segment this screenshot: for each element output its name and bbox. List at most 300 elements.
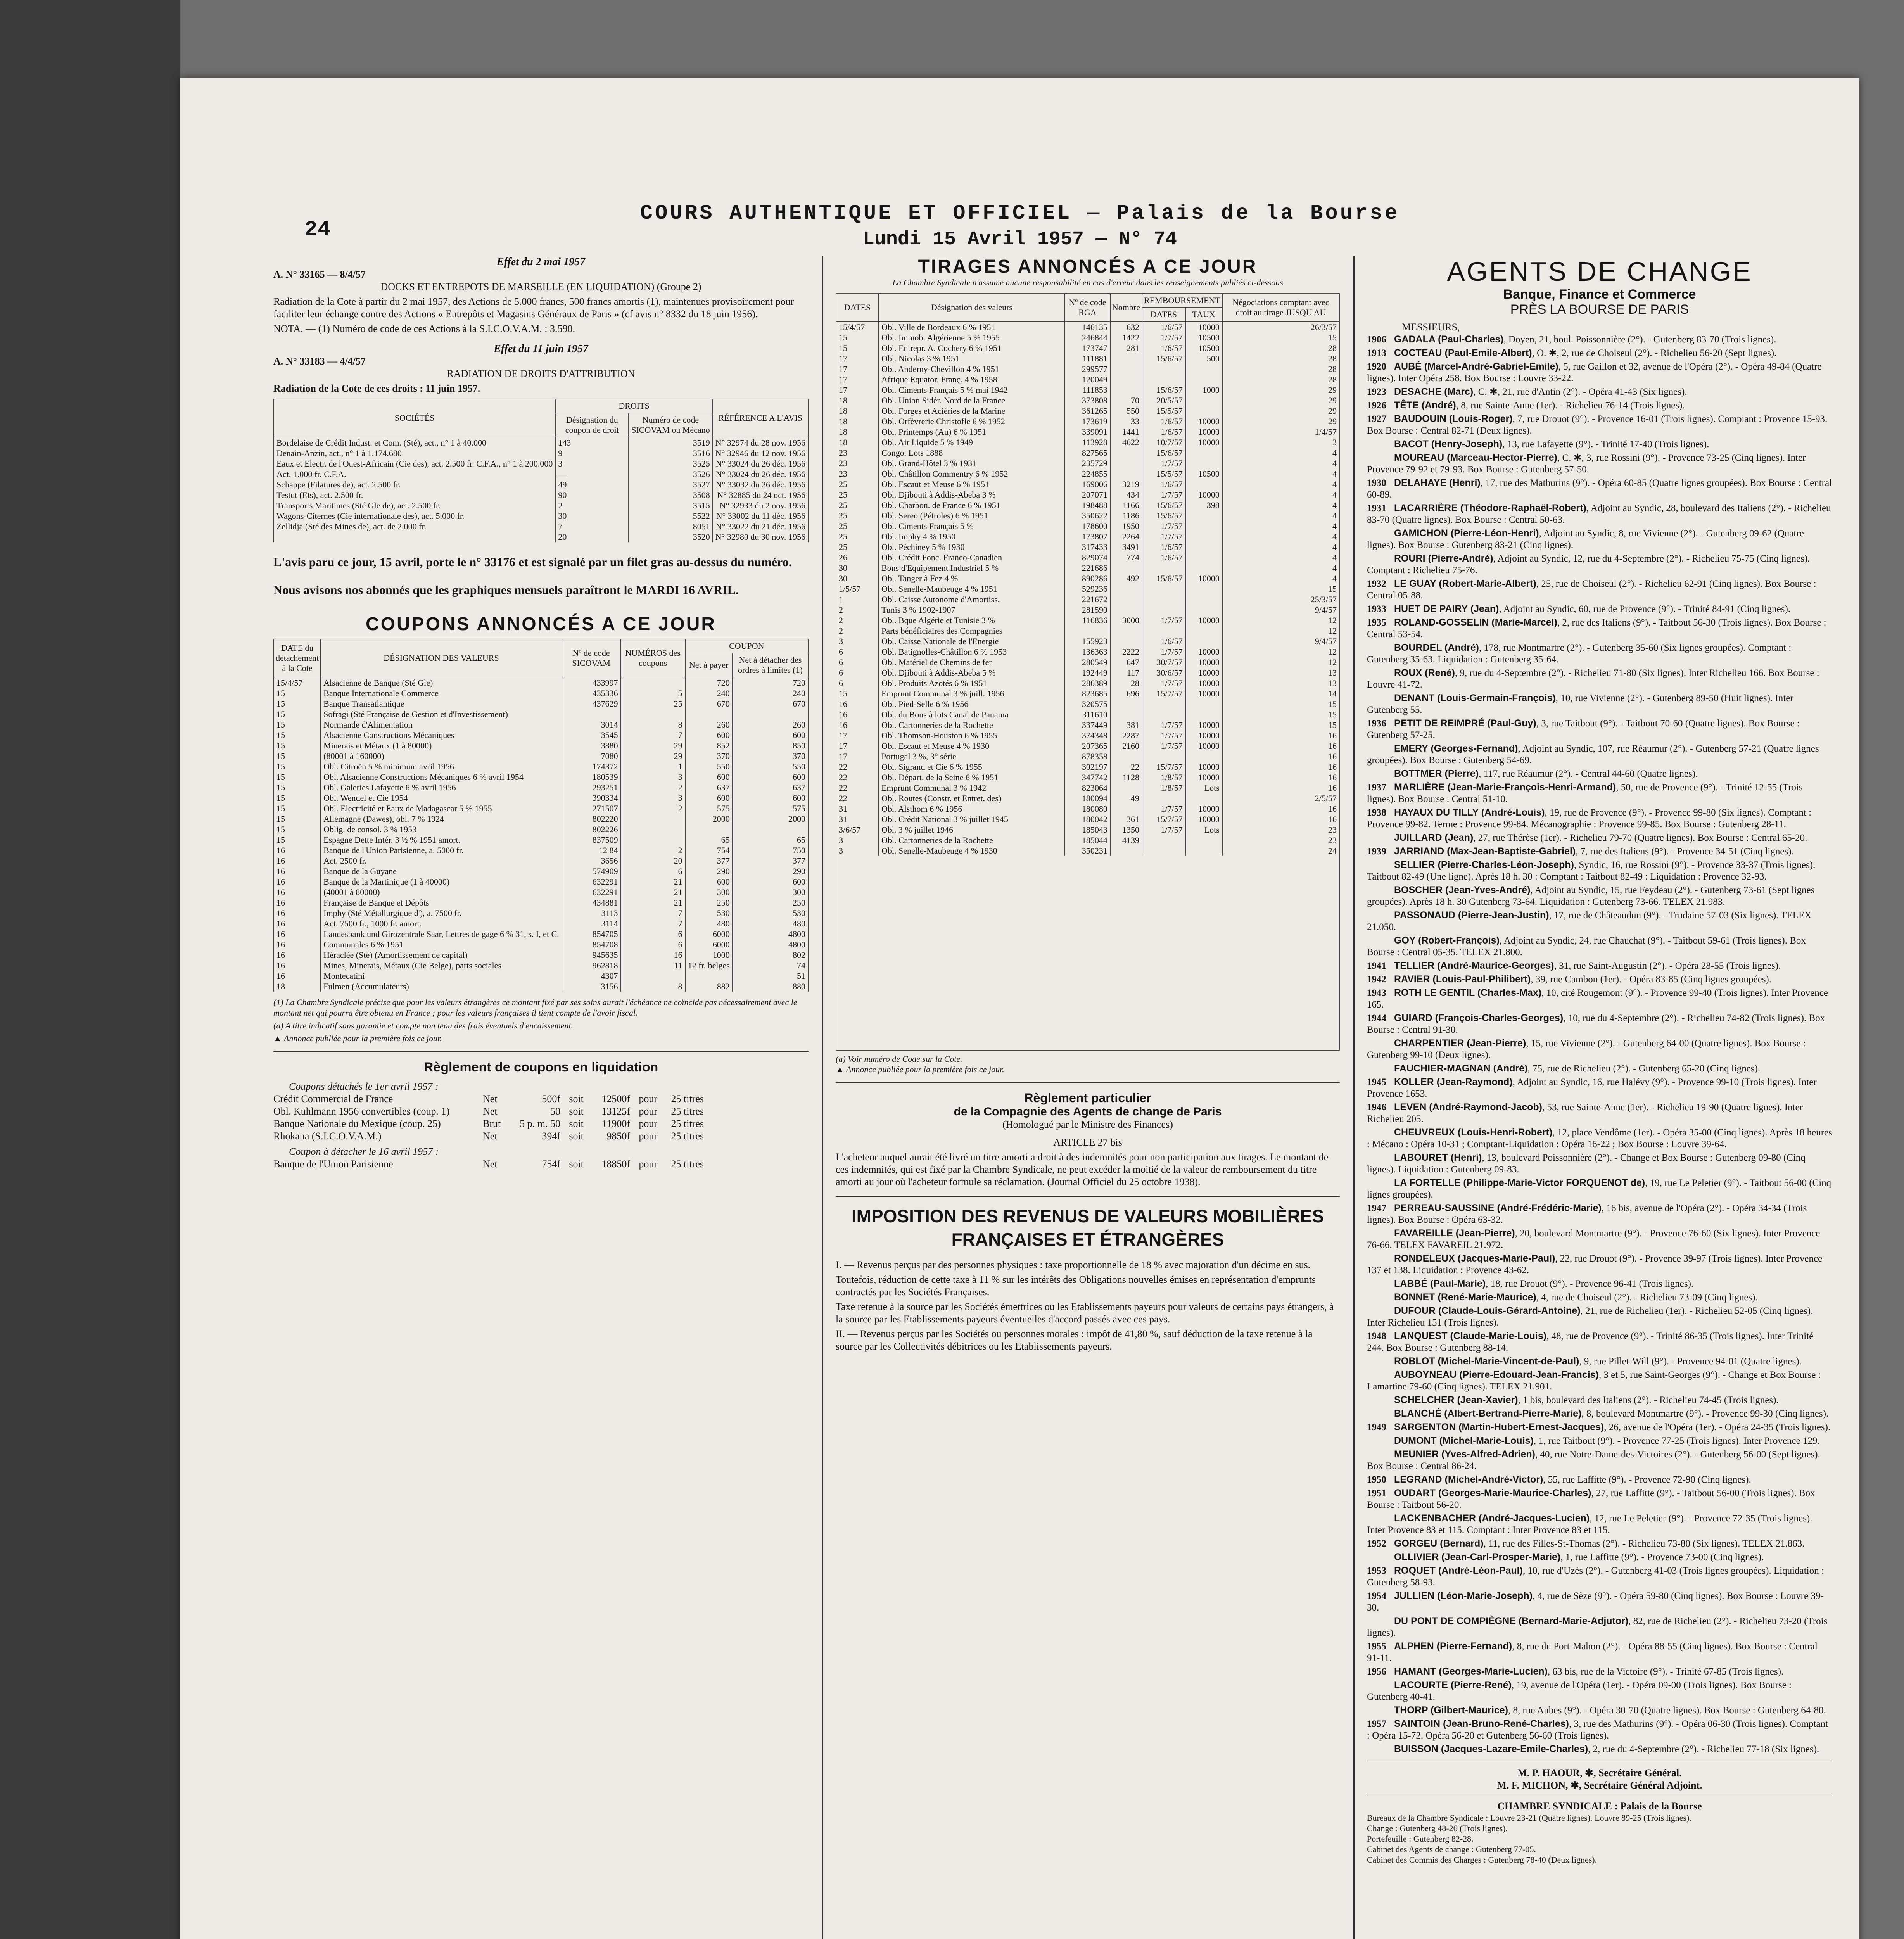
agent-name: LABBÉ (Paul-Marie) [1394,1278,1486,1289]
agent-details: 12, rue Le Peletier (9°). - Provence 72-35 (Trois lignes). Inter Provence 83 et 115. Comptant : Inter Provence 83 et 115. [1367,1513,1812,1535]
droits-row-cell: 143 [555,437,629,448]
agent-entry: 1933 HUET DE PAIRY (Jean), Adjoint au Syndic, 60, rue de Provence (9°). - Trinité 84-91 (Cinq lignes). [1367,603,1791,614]
coupon-row-cell: 11 [621,960,685,971]
agent-details: 2, rue des Italiens (9°). - Taitbout 56-30 (Trois lignes). Box Bourse : Central 53-54. [1367,617,1826,639]
coupon-row-cell: Française de Banque et Dépôts [321,897,562,908]
tirage-row-cell [1110,605,1142,615]
coupon-row [274,719,808,730]
coupon-row [274,939,808,950]
tirage-row-cell: 1/7/57 [1142,824,1185,835]
tirage-row-cell: 3 [1222,437,1339,448]
agent-name: LACARRIÈRE (Théodore-Raphaël-Robert) [1394,503,1586,513]
tirage-row-cell: 280549 [1065,657,1110,667]
coupon-row-cell: (40001 à 80000) [321,887,562,897]
tirage-row-cell: Obl. Cartonneries de la Rochette [879,720,1065,730]
agent-year: 1956 [1367,1666,1386,1677]
coupon-row [274,740,808,751]
coupons-note-2: (a) A titre indicatif sans garantie et compte non tenu des frais éventuels d'encaissement. [273,1021,573,1030]
tirage-row-cell [1142,584,1185,594]
tirage-row-cell: 2 [836,615,879,626]
effet2-ref: A. N° 33183 — 4/4/57 [273,356,366,367]
tirage-row-cell: Obl. Batignolles-Châtillon 6 % 1953 [879,646,1065,657]
agent-name: JUILLARD (Jean) [1394,832,1474,843]
tirage-row-cell: 1/7/57 [1142,332,1185,343]
tirage-row-cell: 361 [1110,814,1142,824]
coupon-row-cell: Banque de la Guyane [321,866,562,876]
tirage-row-cell: 16 [1222,804,1339,814]
tirage-row-cell: 13 [1222,667,1339,678]
agent-details: 22, rue Drouot (9°). - Provence 39-97 (Trois lignes). Inter Provence 137 et 138. Liquidation : Provence 43-62. [1367,1253,1823,1275]
tirage-row-cell: 10000 [1185,646,1222,657]
agent-name: PERREAU-SAUSSINE (André-Frédéric-Marie) [1394,1203,1602,1213]
agent-details: 1, rue Laffitte (9°). - Provence 73-00 (Cinq lignes). [1565,1552,1764,1562]
coupon-row-cell: Obl. Wendel et Cie 1954 [321,793,562,803]
tirage-row-cell: 1/7/57 [1142,489,1185,500]
agent-name: AUBÉ (Marcel-André-Gabriel-Emile) [1394,361,1558,372]
tirage-row-cell [1142,364,1185,374]
tirage-row-cell: 1/7/57 [1142,521,1185,531]
coupons-header-group: COUPON [685,639,808,653]
tirage-row [836,321,1339,332]
coupon-row-cell: Oblig. de consol. 3 % 1953 [321,824,562,835]
agent-name: PETIT DE REIMPRÉ (Paul-Guy) [1394,718,1536,729]
coupon-row-cell: 16 [274,918,321,929]
reglement-cell: Rhokana (S.I.C.O.V.A.M.) [273,1130,382,1142]
agent-details: 17, rue des Mathurins (9°). - Opéra 60-85 (Quatre lignes groupées). Box Bourse : Central 60-89. [1367,478,1832,500]
tirage-row-cell: 302197 [1065,762,1110,772]
column-middle [836,256,1340,1355]
tirage-row-cell: 647 [1110,657,1142,667]
coupon-row-cell: 4307 [562,971,621,981]
coupon-row [274,866,808,876]
coupon-row-cell: Sofragi (Sté Française de Gestion et d'Investissement) [321,709,562,719]
tirages-header-taux: TAUX [1185,308,1222,321]
tirage-row-cell: 1/6/57 [1142,479,1185,489]
column-right [1367,256,1832,1865]
coupon-row [274,876,808,887]
reglement-cell: 9850f [606,1130,630,1142]
tirage-row-cell [1110,458,1142,468]
agents-title: AGENTS DE CHANGE [1447,256,1752,287]
tirage-row-cell: 4 [1222,573,1339,584]
agent-year: 1946 [1367,1102,1386,1113]
page-date: Lundi 15 Avril 1957 — N° 74 [862,228,1177,251]
tirage-row [836,793,1339,804]
tirage-row-cell: 337449 [1065,720,1110,730]
tirage-row-cell: 198488 [1065,500,1110,510]
coupon-row-cell: 174372 [562,761,621,772]
tirage-row [836,531,1339,542]
coupon-row-cell: 6000 [685,939,733,950]
coupon-row-cell: 600 [733,772,808,782]
agent-details: 40, rue Notre-Dame-des-Victoires (2°). - Gutenberg 56-00 (Sept lignes). Box Bourse : Central 86-24. [1367,1449,1820,1471]
tirages-note-1: (a) Voir numéro de Code sur la Cote. [836,1054,962,1064]
droits-row [274,437,808,448]
agent-entry: 1942 RAVIER (Louis-Paul-Philibert), 39, rue Cambon (1er). - Opéra 83-85 (Cinq lignes groupées). [1367,974,1771,985]
reglement-cell: Crédit Commercial de France [273,1093,393,1104]
tirage-row-cell: 221686 [1065,563,1110,573]
droits-row-cell: Bordelaise de Crédit Indust. et Com. (Sté), act., n° 1 à 40.000 [274,437,555,448]
agent-name: FAUCHIER-MAGNAN (André) [1394,1063,1528,1074]
tirage-row-cell: Obl. Pied-Selle 6 % 1956 [879,699,1065,709]
tirage-row-cell: 28 [1222,374,1339,385]
imposition-title: IMPOSITION DES REVENUS DE VALEURS MOBILIÈRES FRANÇAISES ET ÉTRANGÈRES [851,1206,1324,1249]
agent-name: DENANT (Louis-Germain-François) [1394,693,1556,703]
chambre-line: Cabinet des Commis des Charges : Gutenberg 78-40 (Deux lignes). [1367,1855,1597,1865]
coupon-row-cell: 6 [621,866,685,876]
coupon-row-cell: 574909 [562,866,621,876]
tirage-row-cell: 12 [1222,646,1339,657]
reglement-cell: 18850f [601,1158,630,1170]
tirage-row-cell: 2264 [1110,531,1142,542]
tirage-row-cell: 10000 [1185,762,1222,772]
coupon-row [274,929,808,939]
reglement-sub-2: Coupon à détacher le 16 avril 1957 : [289,1146,439,1157]
tirage-row-cell: 4 [1222,479,1339,489]
tirage-row-cell: 4 [1222,468,1339,479]
reglement-line [273,1158,809,1170]
agent-name: GUIARD (François-Charles-Georges) [1394,1013,1564,1023]
tirage-row-cell: Tunis 3 % 1902-1907 [879,605,1065,615]
tirage-row [836,584,1339,594]
tirage-row-cell: 23 [1222,824,1339,835]
coupon-row-cell: 290 [733,866,808,876]
coupon-row-cell: 750 [733,845,808,855]
coupon-row-cell: 802220 [562,814,621,824]
tirage-row-cell: 22 [836,772,879,783]
reglement-cell: pour [639,1106,657,1117]
tirage-row-cell [1185,406,1222,416]
tirage-row-cell: 17 [836,364,879,374]
tirage-row-cell: 1/8/57 [1142,783,1185,793]
tirage-row-cell: Obl. Senelle-Maubeuge 4 % 1930 [879,845,1065,856]
tirage-row-cell [1185,510,1222,521]
tirage-row [836,605,1339,615]
tirage-row [836,657,1339,667]
agent-name: SARGENTON (Martin-Hubert-Ernest-Jacques) [1394,1422,1604,1433]
coupon-row [274,971,808,981]
tirage-row [836,458,1339,468]
coupon-row-cell: 15 [274,698,321,709]
coupon-row-cell: 7 [621,730,685,740]
tirage-row-cell: 10000 [1185,741,1222,751]
agent-year: 1942 [1367,974,1386,985]
droits-row-cell: 5522 [629,511,713,521]
tirage-row-cell: 4 [1222,521,1339,531]
tirage-row-cell: 17 [836,353,879,364]
droits-row [274,521,808,532]
tirage-row [836,835,1339,845]
agent-entry: 1948 LANQUEST (Claude-Marie-Louis), 48, rue de Provence (9°). - Trinité 86-35 (Trois lignes). Inter Trinité 244. Box Bourse : Gutenberg 88-14. [1367,1331,1814,1353]
agent-name: BAUDOUIN (Louis-Roger) [1394,413,1513,424]
agent-name: HAYAUX DU TILLY (André-Louis) [1394,807,1545,818]
tirage-row-cell: 1/7/57 [1142,678,1185,688]
coupon-row-cell: 16 [274,929,321,939]
tirage-row-cell: 2222 [1110,646,1142,657]
droits-body [274,437,808,542]
tirage-row-cell: 4 [1222,531,1339,542]
effet2-text: Radiation de la Cote de ces droits : 11 juin 1957. [273,383,480,394]
tirage-row-cell: 111881 [1065,353,1110,364]
coupons-body [274,677,808,992]
coupon-row [274,918,808,929]
agent-entry: 1953 ROQUET (André-Léon-Paul), 10, rue d'Uzès (2°). - Gutenberg 41-03 (Trois lignes groupées). Liquidation : Gutenberg 58-93. [1367,1565,1824,1588]
agent-entry: 1946 LEVEN (André-Raymond-Jacob), 53, rue Sainte-Anne (1er). - Richelieu 19-90 (Quatre lignes). Inter Richelieu 205. [1367,1102,1803,1124]
tirage-row-cell: 10000 [1185,814,1222,824]
tirage-row-cell: 696 [1110,688,1142,699]
tirage-row-cell: 10000 [1185,321,1222,332]
agent-details: 19, rue de Provence (9°). - Provence 99-80 (Six lignes). Comptant : Provence 99-82. Terme : Provence 99-84. Mécanographie : Provence 99-85. Box Bourse : Gutenberg 28-11. [1367,807,1812,830]
agent-entry: GOY (Robert-François), Adjoint au Syndic, 24, rue Chauchat (9°). - Taitbout 59-61 (Trois lignes). Box Bourse : Central 05-35. TELEX 21.800. [1367,935,1806,957]
coupon-row-cell [621,814,685,824]
reglement-cell: Net [483,1130,498,1142]
coupon-row-cell: 802226 [562,824,621,835]
agent-name: BLANCHÉ (Albert-Bertrand-Pierre-Marie) [1394,1408,1582,1419]
tirage-row [836,416,1339,427]
effet1-text: Radiation de la Cote à partir du 2 mai 1957, des Actions de 5.000 francs, 500 francs amortis (1), maintenues provisoirement pour faciliter leur échange contre des Actions « Entrepôts et Magasins Généraux de Paris » (cf avis n° 8332 du 18 juin 1956). [273,296,794,320]
tirage-row-cell: 22 [836,762,879,772]
tirage-row-cell: 381 [1110,720,1142,730]
imposition-4: II. — Revenus perçus par les Sociétés ou personnes morales : impôt de 41,80 %, sauf déduction de la taxe retenue à la source par les Collectivités débitrices ou les Etablissements payeurs. [836,1328,1313,1352]
tirage-row-cell: 6 [836,657,879,667]
coupon-row [274,803,808,814]
tirage-row [836,845,1339,856]
agent-name: LE GUAY (Robert-Marie-Albert) [1394,578,1536,589]
tirage-row-cell: 1 [836,594,879,605]
tirage-row-cell: 173747 [1065,343,1110,353]
tirage-row [836,374,1339,385]
tirage-row-cell: 10000 [1185,615,1222,626]
tirage-row-cell: 1/4/57 [1222,427,1339,437]
agent-name: SAINTOIN (Jean-Bruno-René-Charles) [1394,1718,1569,1729]
reglement-rows-1 [273,1093,809,1142]
agent-name: CHEUVREUX (Louis-Henri-Robert) [1394,1127,1553,1138]
tirage-row [836,720,1339,730]
coupon-row-cell: Landesbank und Girozentrale Saar, Lettres de gage 6 % 31, s. I, et C. [321,929,562,939]
tirage-row-cell: 10500 [1185,468,1222,479]
tirage-row-cell: 1166 [1110,500,1142,510]
coupon-row-cell: Mines, Minerais, Métaux (Cie Belge), parts sociales [321,960,562,971]
coupon-row-cell: 530 [685,908,733,918]
tirage-row-cell: 2/5/57 [1222,793,1339,804]
tirage-row-cell: 281590 [1065,605,1110,615]
agent-name: RAVIER (Louis-Paul-Philibert) [1394,974,1531,985]
coupon-row [274,688,808,698]
tirage-row-cell: 28 [1222,364,1339,374]
tirage-row-cell: Obl. Caisse Nationale de l'Energie [879,636,1065,646]
coupon-row-cell: Banque Transatlantique [321,698,562,709]
column-left [273,256,809,1170]
tirage-row-cell [1185,699,1222,709]
tirage-row-cell: Obl. Routes (Constr. et Entret. des) [879,793,1065,804]
agent-details: 19, avenue de l'Opéra (1er). - Opéra 09-00 (Trois lignes). Box Bourse : Gutenberg 40-41. [1367,1680,1792,1702]
agent-entry: 1943 ROTH LE GENTIL (Charles-Max), 10, cité Rougemont (9°). - Provence 99-40 (Trois lignes). Inter Provence 165. [1367,987,1828,1010]
coupon-row-cell: 51 [733,971,808,981]
tirage-row-cell: Parts bénéficiaires des Compagnies [879,626,1065,636]
droits-row-cell: 7 [555,521,629,532]
tirage-row-cell: 15/6/57 [1142,500,1185,510]
coupon-row-cell: Act. 7500 fr., 1000 fr. amort. [321,918,562,929]
coupon-row-cell [733,824,808,835]
agent-details: 8, rue du Port-Mahon (2°). - Opéra 88-55 (Cinq lignes). Box Bourse : Central 91-11. [1367,1641,1818,1663]
tirage-row-cell: 15 [836,343,879,353]
agent-details: 82, rue de Richelieu (2°). - Richelieu 73-20 (Trois lignes). [1367,1616,1828,1638]
tirages-header-negociations: Négociations comptant avec droit au tirage JUSQU'AU [1222,294,1339,321]
tirage-row-cell: 207071 [1065,489,1110,500]
tirage-row-cell [1185,835,1222,845]
agent-details: 3 et 5, rue Saint-Georges (9°). - Change et Box Bourse : Lamartine 79-60 (Cinq lignes). TELEX 21.901. [1367,1370,1821,1392]
agent-details: Adjoint au Syndic, 107, rue Réaumur (2°). - Gutenberg 57-21 (Quatre lignes groupées). Box Bourse : Gutenberg 54-69. [1367,743,1819,766]
agents-sub-1: Banque, Finance et Commerce [1503,287,1696,302]
coupon-row-cell: 15 [274,793,321,803]
coupon-row-cell: 2000 [733,814,808,824]
tirage-row-cell: 70 [1110,395,1142,406]
tirage-row-cell: 136363 [1065,646,1110,657]
tirage-row [836,594,1339,605]
tirage-row-cell: 173807 [1065,531,1110,542]
coupon-row-cell: 480 [685,918,733,929]
coupon-row-cell: 370 [685,751,733,761]
agent-entry: AUBOYNEAU (Pierre-Edouard-Jean-Francis), 3 et 5, rue Saint-Georges (9°). - Change et Box Bourse : Lamartine 79-60 (Cinq lignes). TELEX 21.901. [1367,1369,1821,1392]
tirage-row-cell: 116836 [1065,615,1110,626]
coupons-header-limites: Net à détacher des ordres à limites (1) [733,653,808,677]
coupon-row-cell: 15 [274,803,321,814]
tirage-row [836,824,1339,835]
agent-entry: MEUNIER (Yves-Alfred-Adrien), 40, rue Notre-Dame-des-Victoires (2°). - Gutenberg 56-00 (Sept lignes). Box Bourse : Central 86-24. [1367,1449,1820,1471]
droits-header-ref: RÉFÉRENCE A L'AVIS [713,399,808,437]
coupons-header-net: Net à payer [685,653,733,677]
tirage-row-cell: 20/5/57 [1142,395,1185,406]
tirage-row-cell: 10000 [1185,804,1222,814]
tirage-row-cell: 14 [1222,688,1339,699]
tirage-row-cell: 16 [836,709,879,720]
tirage-row-cell [1142,845,1185,856]
droits-row-cell: Act. 1.000 fr. C.F.A. [274,469,555,479]
agent-name: RONDELEUX (Jacques-Marie-Paul) [1394,1253,1555,1264]
coupon-row-cell: 290 [685,866,733,876]
coupon-row-cell: 15 [274,782,321,793]
tirage-row-cell: 18 [836,416,879,427]
agent-entry: 1955 ALPHEN (Pierre-Fernand), 8, rue du Port-Mahon (2°). - Opéra 88-55 (Cinq lignes). Box Bourse : Central 91-11. [1367,1641,1818,1663]
effet2-company: RADIATION DE DROITS D'ATTRIBUTION [447,368,635,379]
avis-text: L'avis paru ce jour, 15 avril, porte le n° 33176 et est signalé par un filet gras au-dessus du numéro. [273,555,792,569]
agent-entry: LACOURTE (Pierre-René), 19, avenue de l'Opéra (1er). - Opéra 09-00 (Trois lignes). Box Bourse : Gutenberg 40-41. [1367,1680,1792,1702]
tirage-row-cell: 4 [1222,542,1339,552]
tirage-row-cell [1142,563,1185,573]
tirages-table-blank [836,856,1340,1051]
agent-name: ROURI (Pierre-André) [1394,553,1493,564]
agent-entry: BOSCHER (Jean-Yves-André), Adjoint au Syndic, 15, rue Feydeau (2°). - Gutenberg 73-61 (Sept lignes groupées). Après 18 h. 30 Gutenberg 73-64. Liquidation : Gutenberg 73-66. TELEX 21.983. [1367,885,1815,907]
tirage-row-cell: 16 [1222,751,1339,762]
tirage-row-cell: 16 [1222,783,1339,793]
coupon-row-cell: 370 [733,751,808,761]
agent-details: 31, rue Saint-Augustin (2°). - Opéra 28-55 (Trois lignes). [1559,961,1781,971]
tirage-row-cell: 15 [1222,720,1339,730]
tirage-row-cell: 3 [836,636,879,646]
coupons-title: COUPONS ANNONCÉS A CE JOUR [365,614,717,634]
tirage-row-cell: 4622 [1110,437,1142,448]
coupon-row-cell: 637 [685,782,733,793]
agent-name: KOLLER (Jean-Raymond) [1394,1077,1513,1087]
reglement-line [273,1105,809,1118]
agent-entry: 1932 LE GUAY (Robert-Marie-Albert), 25, rue de Choiseul (2°). - Richelieu 62-91 (Cinq lignes). Box Bourse : Central 05-88. [1367,578,1816,601]
agent-entry: 1956 HAMANT (Georges-Marie-Lucien), 63 bis, rue de la Victoire (9°). - Trinité 67-85 (Trois lignes). [1367,1666,1784,1677]
tirage-row-cell: 550 [1110,406,1142,416]
coupon-row-cell: 3 [621,772,685,782]
tirage-row-cell [1110,699,1142,709]
reglement-cell: 500f [542,1093,560,1104]
tirage-row-cell: 10000 [1185,730,1222,741]
agent-name: AUBOYNEAU (Pierre-Edouard-Jean-Francis) [1394,1369,1599,1380]
tirages-header-rdates: DATES [1142,308,1185,321]
coupon-row-cell: 837509 [562,835,621,845]
tirage-row-cell: Obl. Immob. Algérienne 5 % 1955 [879,332,1065,343]
tirage-row-cell [1110,783,1142,793]
droits-header-code: Numéro de code SICOVAM ou Mécano [629,413,713,437]
droits-row-cell: N° 33002 du 11 déc. 1956 [713,511,808,521]
page-number: 24 [304,217,331,242]
reglement-cell: 50 [550,1106,560,1117]
tirage-row-cell: 28 [1222,353,1339,364]
tirage-row-cell: 281 [1110,343,1142,353]
agent-name: OUDART (Georges-Marie-Maurice-Charles) [1394,1488,1591,1498]
agent-details: Adjoint au Syndic, 15, rue Feydeau (2°). - Gutenberg 73-61 (Sept lignes groupées). Après 18 h. 30 Gutenberg 73-64. Liquidation : Gutenberg 73-66. TELEX 21.983. [1367,885,1815,907]
tirage-row-cell: 4139 [1110,835,1142,845]
agent-year: 1930 [1367,478,1386,488]
coupon-row-cell: 600 [685,772,733,782]
droits-row-cell: 2 [555,500,629,511]
tirage-row-cell: 10000 [1185,720,1222,730]
tirage-row-cell [1185,521,1222,531]
tirage-row-cell: Obl. Ciments Français 5 % mai 1942 [879,385,1065,395]
agent-name: BUISSON (Jacques-Lazare-Emile-Charles) [1394,1744,1588,1754]
tirage-row-cell: Obl. Djibouti à Addis-Abeba 5 % [879,667,1065,678]
tirage-row-cell [1110,364,1142,374]
tirage-row-cell: 29 [1222,395,1339,406]
tirage-row-cell: 1/7/57 [1142,720,1185,730]
reglement-cell: 11900f [602,1118,630,1129]
tirage-row-cell: 224855 [1065,468,1110,479]
tirage-row-cell: Obl. 3 % juillet 1946 [879,824,1065,835]
coupon-row [274,908,808,918]
tirage-row-cell [1185,448,1222,458]
agent-details: 10, cité Rougemont (9°). - Provence 99-40 (Trois lignes). Inter Provence 165. [1367,988,1828,1010]
coupon-row [274,751,808,761]
graph-text: Nous avisons nos abonnés que les graphiques mensuels paraîtront le MARDI 16 AVRIL. [273,583,739,597]
tirage-row-cell: 15 [1222,332,1339,343]
reglement-cell: 13125f [601,1106,630,1117]
tirage-row-cell [1142,793,1185,804]
tirage-row-cell [1110,385,1142,395]
coupon-row-cell: Banque de l'Union Parisienne, a. 5000 fr. [321,845,562,855]
agent-entry: 1947 PERREAU-SAUSSINE (André-Frédéric-Marie), 16 bis, avenue de l'Opéra (2°). - Opéra 34-34 (Trois lignes). Box Bourse : Opéra 63-32. [1367,1203,1807,1225]
tirage-row [836,489,1339,500]
agent-entry: 1945 KOLLER (Jean-Raymond), Adjoint au Syndic, 16, rue Halévy (9°). - Provence 99-10 (Trois lignes). Inter Provence 1653. [1367,1077,1817,1099]
coupon-row-cell: 293251 [562,782,621,793]
agent-details: 48, rue de Provence (9°). - Trinité 86-35 (Trois lignes). Inter Trinité 244. Box Bourse : Gutenberg 88-14. [1367,1331,1814,1353]
tirage-row [836,521,1339,531]
agent-entry: LA FORTELLE (Philippe-Marie-Victor FORQUENOT de), 19, rue Le Peletier (9°). - Taitbout 56-00 (Cinq lignes groupées). [1367,1177,1831,1200]
coupon-row-cell [621,677,685,688]
coupon-row-cell: 632291 [562,887,621,897]
agent-entry: 1937 MARLIÈRE (Jean-Marie-François-Henri-Armand), 50, rue de Provence (9°). - Trinité 12-55 (Trois lignes). Box Bourse : Central 51-10. [1367,782,1803,804]
coupon-row-cell: 802 [733,950,808,960]
agent-year: 1931 [1367,503,1386,513]
reglement-cell: 25 titres [671,1130,704,1142]
tirage-row-cell: 1/6/57 [1142,542,1185,552]
coupon-row-cell: 882 [685,981,733,992]
tirage-row-cell: 2160 [1110,741,1142,751]
